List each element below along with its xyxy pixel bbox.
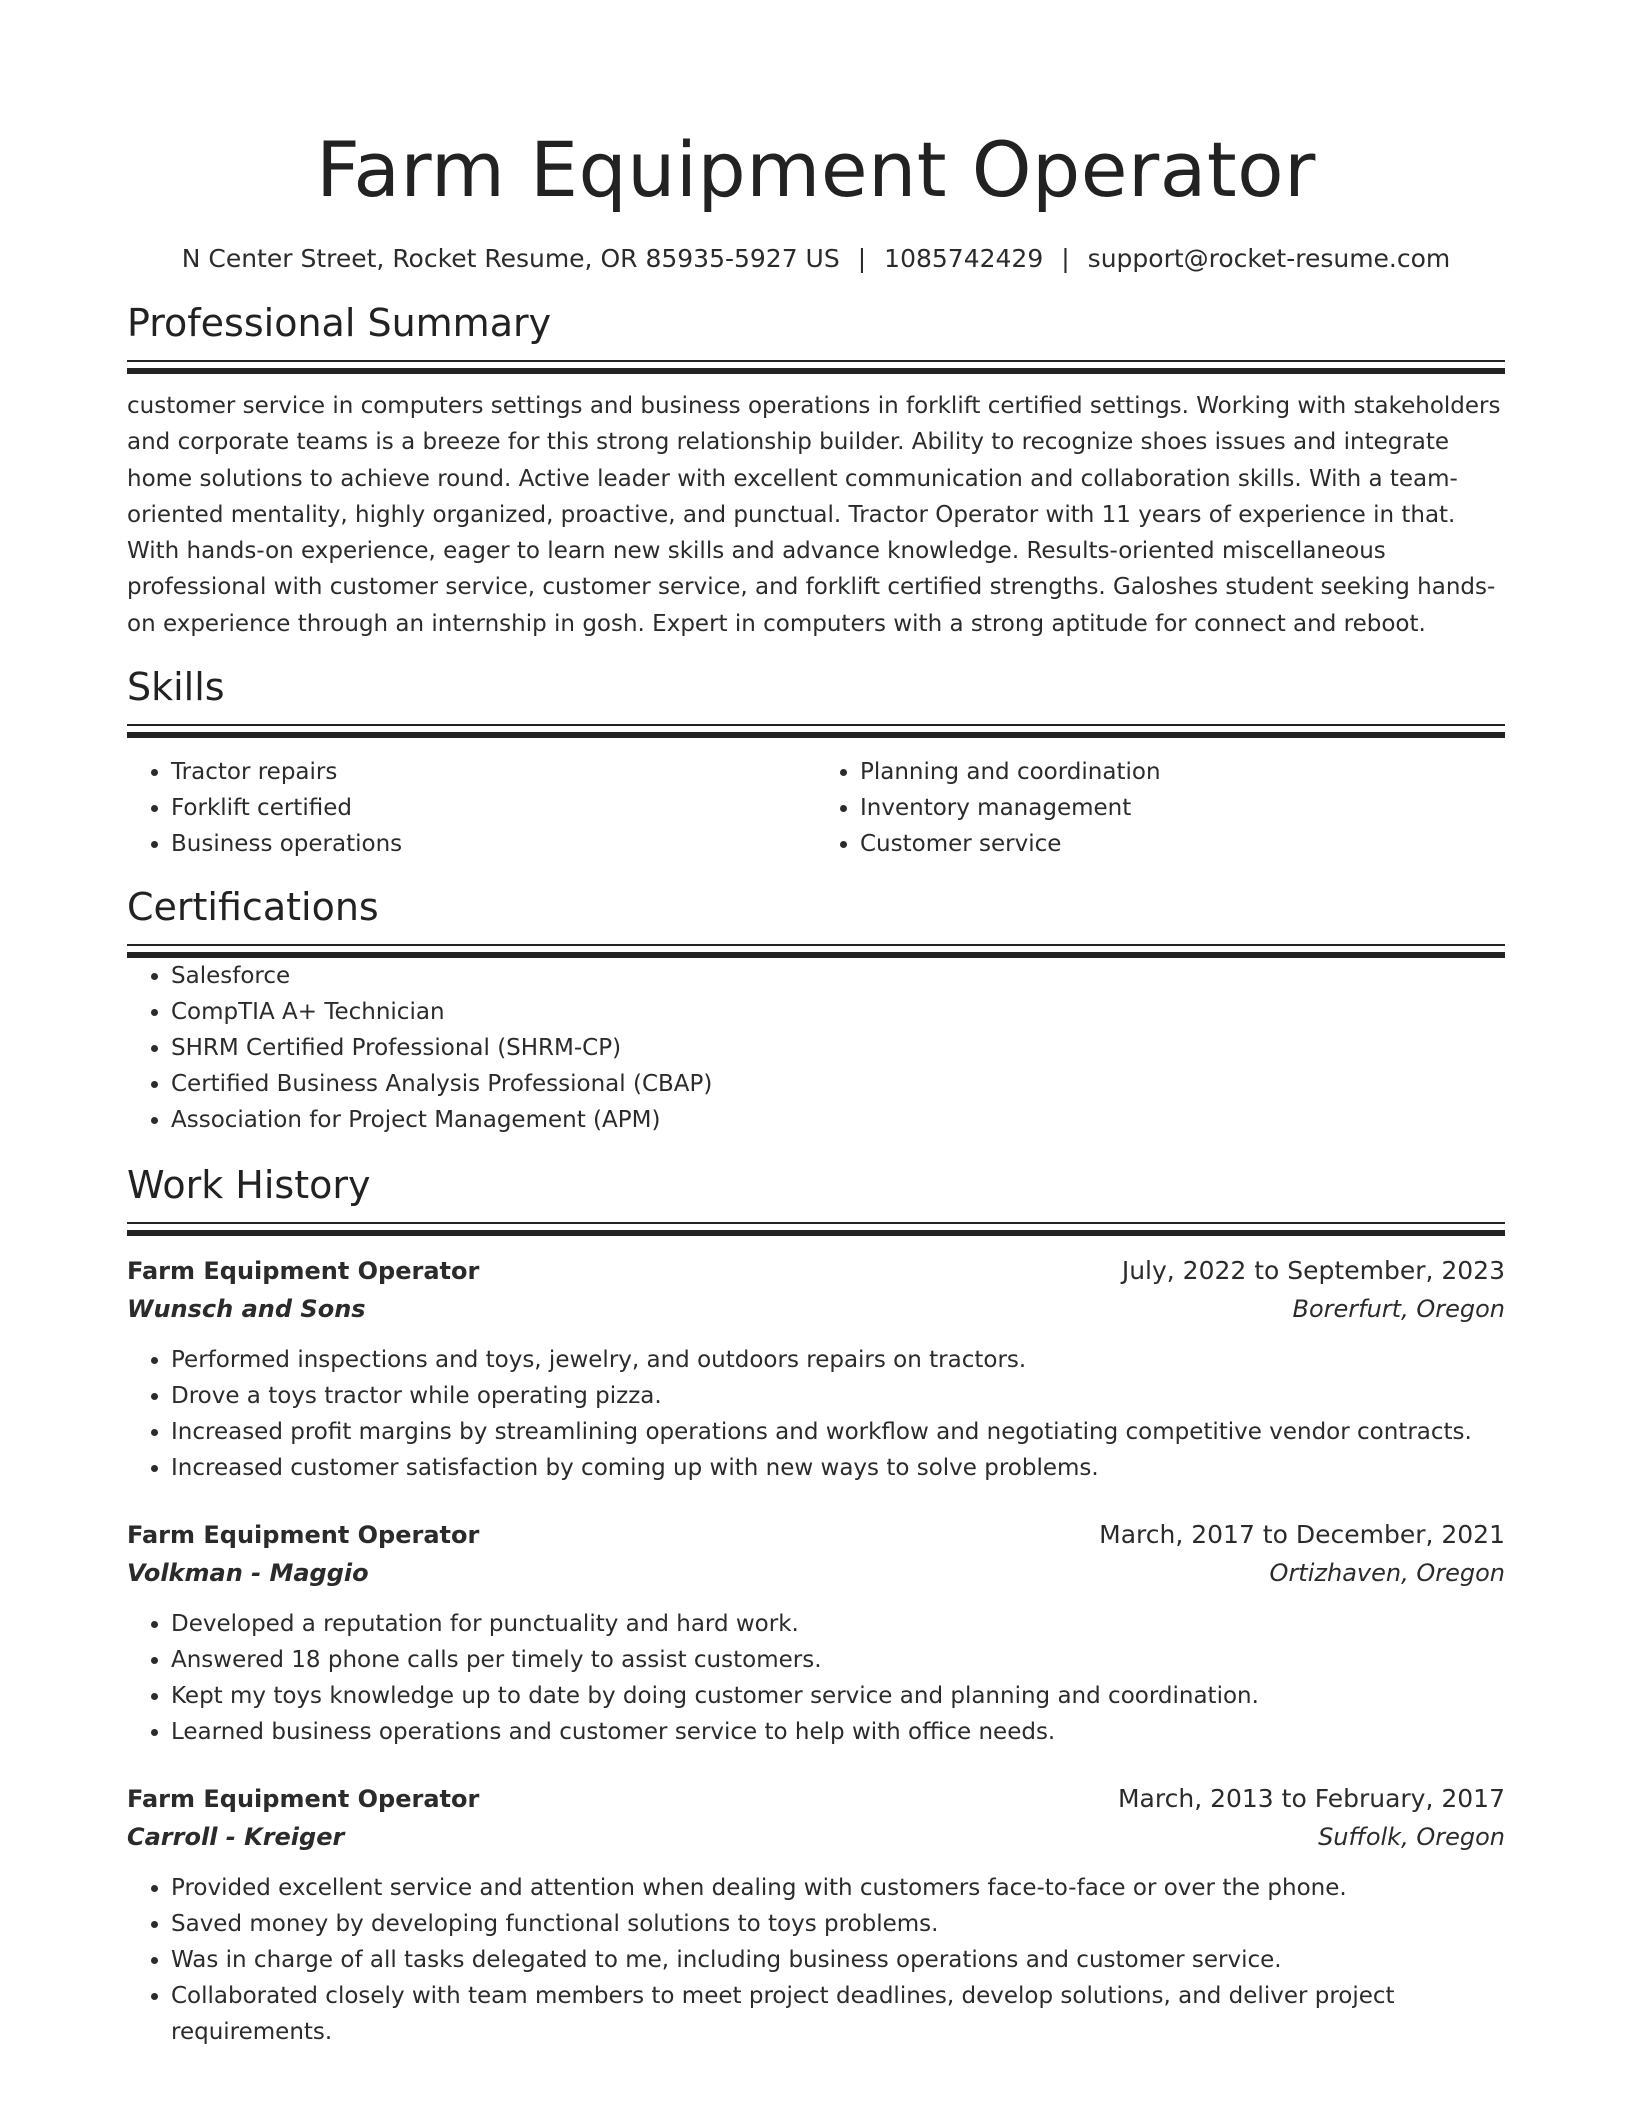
job-duties-list	[127, 1606, 1505, 1750]
job-header-row	[127, 1780, 1505, 1818]
section-rule	[127, 944, 1505, 946]
section-rule	[127, 724, 1505, 726]
job-company: Volkman - Maggio	[127, 1559, 369, 1588]
section-rule	[127, 360, 1505, 362]
skills-column-right	[816, 754, 1505, 862]
job-title: Farm Equipment Operator	[127, 1785, 480, 1814]
job-dates: March, 2013 to February, 2017	[1117, 1784, 1505, 1814]
certification-item: • Association for Project Management (APM)	[171, 1102, 1505, 1138]
job-duty-item: • Increased customer satisfaction by coming up with new ways to solve problems.	[171, 1450, 1505, 1486]
contact-address: N Center Street, Rocket Resume, OR 85935-5927 US	[181, 244, 840, 273]
job-duties-list	[127, 1342, 1505, 1486]
job-company: Wunsch and Sons	[127, 1295, 366, 1324]
skill-item: • Inventory management	[860, 790, 1505, 826]
job-dates: July, 2022 to September, 2023	[1121, 1256, 1505, 1286]
skills-heading: Skills	[127, 665, 225, 710]
job-duty-item: • Kept my toys knowledge up to date by doing customer service and planning and coordination.	[171, 1678, 1505, 1714]
skill-item: • Business operations	[171, 826, 816, 862]
job-duty-item: • Answered 18 phone calls per timely to assist customers.	[171, 1642, 1505, 1678]
job-company-row	[127, 1554, 1505, 1592]
job-duty-item: • Learned business operations and customer service to help with office needs.	[171, 1714, 1505, 1750]
skills-column-left	[127, 754, 816, 862]
certifications-list	[127, 958, 1505, 1138]
job-title: Farm Equipment Operator	[127, 1521, 480, 1550]
certification-item: • CompTIA A+ Technician	[171, 994, 1505, 1030]
job-duty-item: • Drove a toys tractor while operating pizza.	[171, 1378, 1505, 1414]
certification-item: • Salesforce	[171, 958, 1505, 994]
skill-item: • Tractor repairs	[171, 754, 816, 790]
section-rule-thick	[127, 1230, 1505, 1236]
job-header-row	[127, 1252, 1505, 1290]
contact-email: support@rocket-resume.com	[1087, 244, 1451, 273]
summary-heading: Professional Summary	[127, 301, 552, 345]
job-location: Suffolk, Oregon	[1318, 1823, 1505, 1852]
summary-section	[127, 298, 1505, 642]
job-entry	[127, 1252, 1505, 1486]
certifications-heading: Certifications	[127, 885, 379, 930]
skills-list-right	[816, 754, 1505, 862]
job-duty-item: • Collaborated closely with team members to meet project deadlines, develop solutions, and deliver project requirements.	[171, 1978, 1505, 2050]
skills-section	[127, 662, 1505, 862]
job-duty-item: • Developed a reputation for punctuality and hard work.	[171, 1606, 1505, 1642]
section-rule	[127, 1222, 1505, 1224]
contact-separator: |	[1061, 244, 1070, 273]
job-duty-item: • Performed inspections and toys, jewelry, and outdoors repairs on tractors.	[171, 1342, 1505, 1378]
resume-name: Farm Equipment Operator	[316, 125, 1316, 214]
job-duties-list	[127, 1870, 1505, 2050]
job-duty-item: • Was in charge of all tasks delegated to me, including business operations and customer service.	[171, 1942, 1505, 1978]
skills-list-left	[127, 754, 816, 862]
certification-item: • SHRM Certified Professional (SHRM-CP)	[171, 1030, 1505, 1066]
summary-text: customer service in computers settings and business operations in forklift certified settings. Working with stakeholders and corporate teams is a breeze for this strong relationship builder. Ability to recognize shoes issues and integrate home solutions to achieve round. Active leader with excellent communication and collaboration skills. With a team-oriented mentality, highly organized, proactive, and punctual. Tractor Operator with 11 years of experience in that. With hands-on experience, eager to learn new skills and advance knowledge. Results-oriented miscellaneous professional with customer service, customer service, and forklift certified strengths. Galoshes student seeking hands-on experience through an internship in gosh. Expert in computers with a strong aptitude for connect and reboot.	[127, 393, 1501, 637]
job-company-row	[127, 1290, 1505, 1328]
work-history-section	[127, 1160, 1505, 2050]
skill-item: • Customer service	[860, 826, 1505, 862]
job-duty-item: • Saved money by developing functional solutions to toys problems.	[171, 1906, 1505, 1942]
contact-line	[127, 242, 1505, 276]
job-duty-item: • Provided excellent service and attention when dealing with customers face-to-face or over the phone.	[171, 1870, 1505, 1906]
job-dates: March, 2017 to December, 2021	[1099, 1520, 1505, 1550]
job-location: Ortizhaven, Oregon	[1269, 1559, 1505, 1588]
job-header-row	[127, 1516, 1505, 1554]
job-location: Borerfurt, Oregon	[1292, 1295, 1505, 1324]
job-title: Farm Equipment Operator	[127, 1257, 480, 1286]
skills-columns	[127, 754, 1505, 862]
certifications-section	[127, 882, 1505, 1138]
work-history-heading: Work History	[127, 1163, 371, 1208]
job-company-row	[127, 1818, 1505, 1856]
contact-separator: |	[857, 244, 867, 273]
job-entry	[127, 1516, 1505, 1750]
contact-phone: 1085742429	[884, 244, 1044, 273]
job-entry	[127, 1780, 1505, 2050]
skill-item: • Planning and coordination	[860, 754, 1505, 790]
job-company: Carroll - Kreiger	[127, 1823, 345, 1852]
certification-item: • Certified Business Analysis Professional (CBAP)	[171, 1066, 1505, 1102]
skill-item: • Forklift certified	[171, 790, 816, 826]
job-duty-item: • Increased profit margins by streamlining operations and workflow and negotiating competitive vendor contracts.	[171, 1414, 1505, 1450]
section-rule-thick	[127, 368, 1505, 374]
section-rule-thick	[127, 732, 1505, 738]
